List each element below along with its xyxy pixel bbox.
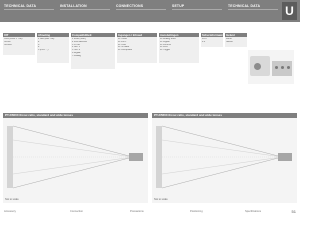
spec-line: SXGA xyxy=(4,40,11,43)
spec-line: SXGA+ xyxy=(4,43,12,46)
tab-label: TECHNICAL DATA xyxy=(228,4,261,8)
spec-line: 1x Digital xyxy=(160,40,170,43)
spec-line: 1x Composite xyxy=(118,49,133,52)
spec-line: 1 Nilo (kab. Vie) xyxy=(38,38,55,40)
footer-link-specifications[interactable]: Specifications xyxy=(245,210,262,213)
port-icon xyxy=(275,66,278,69)
footer-link-connection[interactable]: Connection xyxy=(70,210,84,213)
spec-column-body xyxy=(37,37,69,63)
spec-column-header: Schermformaat xyxy=(202,33,223,37)
spec-column xyxy=(117,33,157,63)
spec-line: 4:3 xyxy=(202,40,206,43)
spec-line: 4 xyxy=(38,46,40,49)
spec-line: Mono xyxy=(226,38,232,40)
footer-link-positioning[interactable]: Positioning xyxy=(190,210,203,213)
projector-front-image xyxy=(250,56,270,76)
throw-diagram xyxy=(3,118,148,196)
spec-column xyxy=(201,33,223,47)
scale-note: Not to scale xyxy=(154,198,168,201)
spec-column-header: Aansluitingen xyxy=(159,33,199,37)
port-icon xyxy=(287,66,290,69)
spec-column-body xyxy=(71,37,115,69)
tab-installation[interactable] xyxy=(56,0,112,22)
spec-column xyxy=(225,33,247,47)
projector-photo xyxy=(248,50,294,84)
tab-label: SETUP xyxy=(172,4,185,8)
lens-icon xyxy=(254,63,261,70)
spec-line: 1 RGB (max.) xyxy=(72,38,87,40)
panel-title: PT-D6000 throw ratio, standard and wide lenses xyxy=(3,113,148,118)
spec-line: 2 PAL/SECAM xyxy=(72,40,87,43)
spec-column-header: Afmeting xyxy=(37,33,69,37)
spec-line: 7 Analog xyxy=(72,54,81,57)
spec-line: Stereo xyxy=(226,40,233,43)
tab-label: CONNECTIONS xyxy=(116,4,144,8)
spec-column-body xyxy=(159,37,199,63)
spec-column-body xyxy=(3,37,35,55)
tab-label: INSTALLATION xyxy=(60,4,87,8)
spec-column-header: Compatibiliteit xyxy=(71,33,115,37)
projector-rear-image xyxy=(272,61,292,76)
scale-note: Not to scale xyxy=(5,198,19,201)
throw-ratio-panel-right xyxy=(152,113,297,203)
spec-line: 5 (Lcd: ...) xyxy=(38,49,49,52)
spec-line: 5 HDTV xyxy=(72,49,81,52)
spec-line: XGA (1024 × 768) xyxy=(4,38,23,40)
spec-line: 1x S-Video xyxy=(118,46,130,49)
spec-column xyxy=(159,33,199,63)
tab-divider xyxy=(228,9,278,10)
tab-divider xyxy=(172,9,222,10)
screen-shape xyxy=(156,126,162,188)
spec-line: 6 Digital xyxy=(72,51,81,54)
spec-column-body xyxy=(225,37,247,47)
throw-ratio-panel-left xyxy=(3,113,148,203)
spec-line: 1x DVI-I xyxy=(118,40,127,43)
tab-connections[interactable] xyxy=(112,0,168,22)
tab-label: TECHNICAL DATA xyxy=(4,4,37,8)
spec-line: 1x LAN xyxy=(160,46,168,49)
spec-line: 3 xyxy=(38,43,40,46)
tab-setup[interactable] xyxy=(168,0,224,22)
tab-divider xyxy=(116,9,166,10)
tab-technical-data[interactable] xyxy=(0,0,56,22)
spec-line: 16:9 xyxy=(202,38,207,40)
tab-divider xyxy=(60,9,110,10)
chapter-tabs xyxy=(0,0,282,22)
spec-line: 3 NTSC xyxy=(72,43,81,46)
footer-navigation xyxy=(0,207,300,215)
screen-shape xyxy=(7,126,13,188)
page-number: 51 xyxy=(291,209,296,214)
throw-diagram xyxy=(152,118,297,196)
spec-column xyxy=(3,33,35,55)
tab-technical-data-2[interactable] xyxy=(224,0,280,22)
spec-column-header: UIT xyxy=(3,33,35,37)
top-navigation-bar xyxy=(0,0,300,22)
footer-link-precautions[interactable]: Precautions xyxy=(130,210,144,213)
spec-column-header: Geluid xyxy=(225,33,247,37)
tab-divider xyxy=(4,9,54,10)
projector-shape xyxy=(129,153,143,161)
spec-column xyxy=(71,33,115,69)
spec-line: 1x Trigger xyxy=(160,49,171,52)
spec-line: 1x Analog RGB xyxy=(160,38,176,40)
spec-line: 1x RS-232 xyxy=(160,43,171,46)
brand-logo: U xyxy=(282,2,297,20)
footer-link-accessory[interactable]: Accessory xyxy=(4,210,16,213)
port-icon xyxy=(281,66,284,69)
spec-line: 2 xyxy=(38,40,40,43)
spec-column-header: Ingangen / Inhoud xyxy=(117,33,157,37)
spec-column-body xyxy=(117,37,157,63)
spec-line: 1x HDMI xyxy=(118,38,127,40)
spec-line: 1x VGA xyxy=(118,43,126,46)
projector-shape xyxy=(278,153,292,161)
spec-column xyxy=(37,33,69,63)
panel-title: PT-D5600 throw ratio, standard and wide lenses xyxy=(152,113,297,118)
spec-column-body xyxy=(201,37,223,47)
spec-line: 4 SDTV xyxy=(72,46,81,49)
